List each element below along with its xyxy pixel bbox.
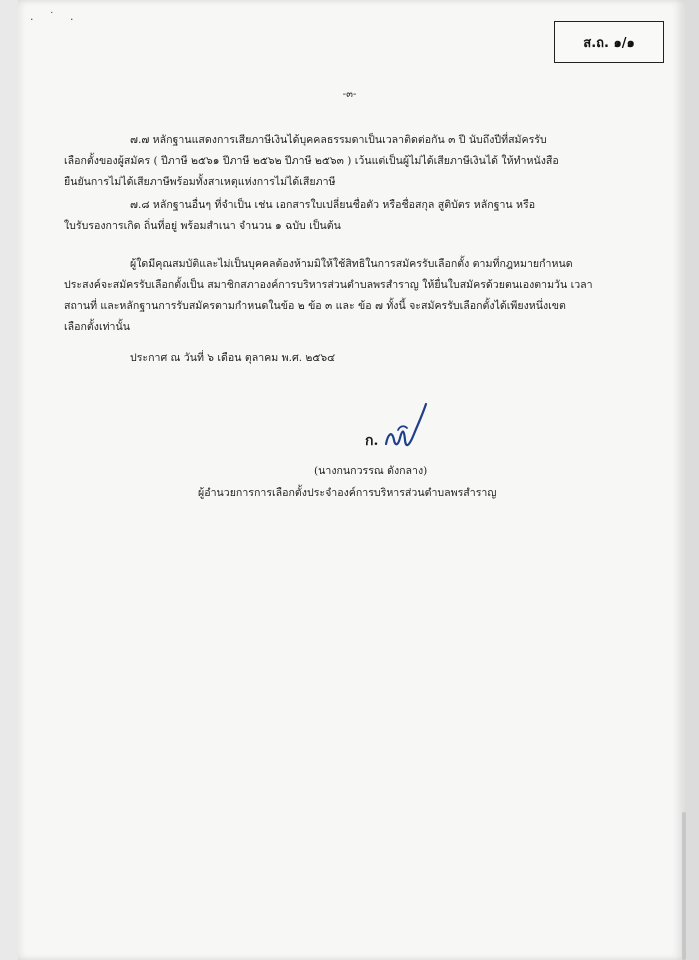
form-code: ส.ถ. ๑/๑: [583, 35, 635, 51]
signer-name: (นางกนกวรรณ ดังกลาง): [314, 465, 428, 477]
signature-initial: ก.: [365, 433, 379, 449]
signature-mark: [364, 400, 434, 452]
scuff-marks: . ˙ .: [30, 10, 80, 23]
body-line: ใบรับรองการเกิด ถิ่นที่อยู่ พร้อมสำเนา จำนวน ๑ ฉบับ เป็นต้น: [64, 220, 341, 232]
announcement-date: ประกาศ ณ วันที่ ๖ เดือน ตุลาคม พ.ศ. ๒๕๖๔: [130, 352, 336, 364]
body-line: เลือกตั้งของผู้สมัคร ( ปีภาษี ๒๕๖๑ ปีภาษี ๒๕๖๒ ปีภาษี ๒๕๖๓ ) เว้นแต่เป็นผู้ไม่ได้เสียภาษีเงินได้ ให้ทำหนังสือ: [64, 155, 559, 167]
body-line: เลือกตั้งเท่านั้น: [64, 321, 130, 333]
page-edge: [685, 0, 699, 960]
body-line: ผู้ใดมีคุณสมบัติและไม่เป็นบุคคลต้องห้ามมิให้ใช้สิทธิในการสมัครรับเลือกตั้ง ตามที่กฎหมายกำหนด: [130, 258, 573, 270]
body-line: ๗.๘ หลักฐานอื่นๆ ที่จำเป็น เช่น เอกสารใบเปลี่ยนชื่อตัว หรือชื่อสกุล สูติบัตร หลักฐาน หรือ: [130, 199, 536, 211]
body-line: ประสงค์จะสมัครรับเลือกตั้งเป็น สมาชิกสภาองค์การบริหารส่วนตำบลพรสำราญ ให้ยื่นใบสมัครด้วยตนเองตามวัน เวลา: [64, 279, 593, 291]
form-code-box: [554, 21, 664, 63]
page-number: -๓-: [342, 89, 357, 100]
body-line: ยืนยันการไม่ได้เสียภาษีพร้อมทั้งสาเหตุแห่งการไม่ได้เสียภาษี: [64, 176, 336, 188]
body-line: สถานที่ และหลักฐานการรับสมัครตามกำหนดในข้อ ๒ ข้อ ๓ และ ข้อ ๗ ทั้งนี้ จะสมัครรับเลือกตั้งได้เพียงหนึ่งเขต: [64, 300, 566, 312]
body-line: ๗.๗ หลักฐานแสดงการเสียภาษีเงินได้บุคคลธรรมดาเป็นเวลาติดต่อกัน ๓ ปี นับถึงปีที่สมัครรับ: [130, 134, 547, 146]
scrollbar[interactable]: [682, 812, 686, 960]
signer-title: ผู้อำนวยการการเลือกตั้งประจำองค์การบริหารส่วนตำบลพรสำราญ: [198, 487, 497, 499]
